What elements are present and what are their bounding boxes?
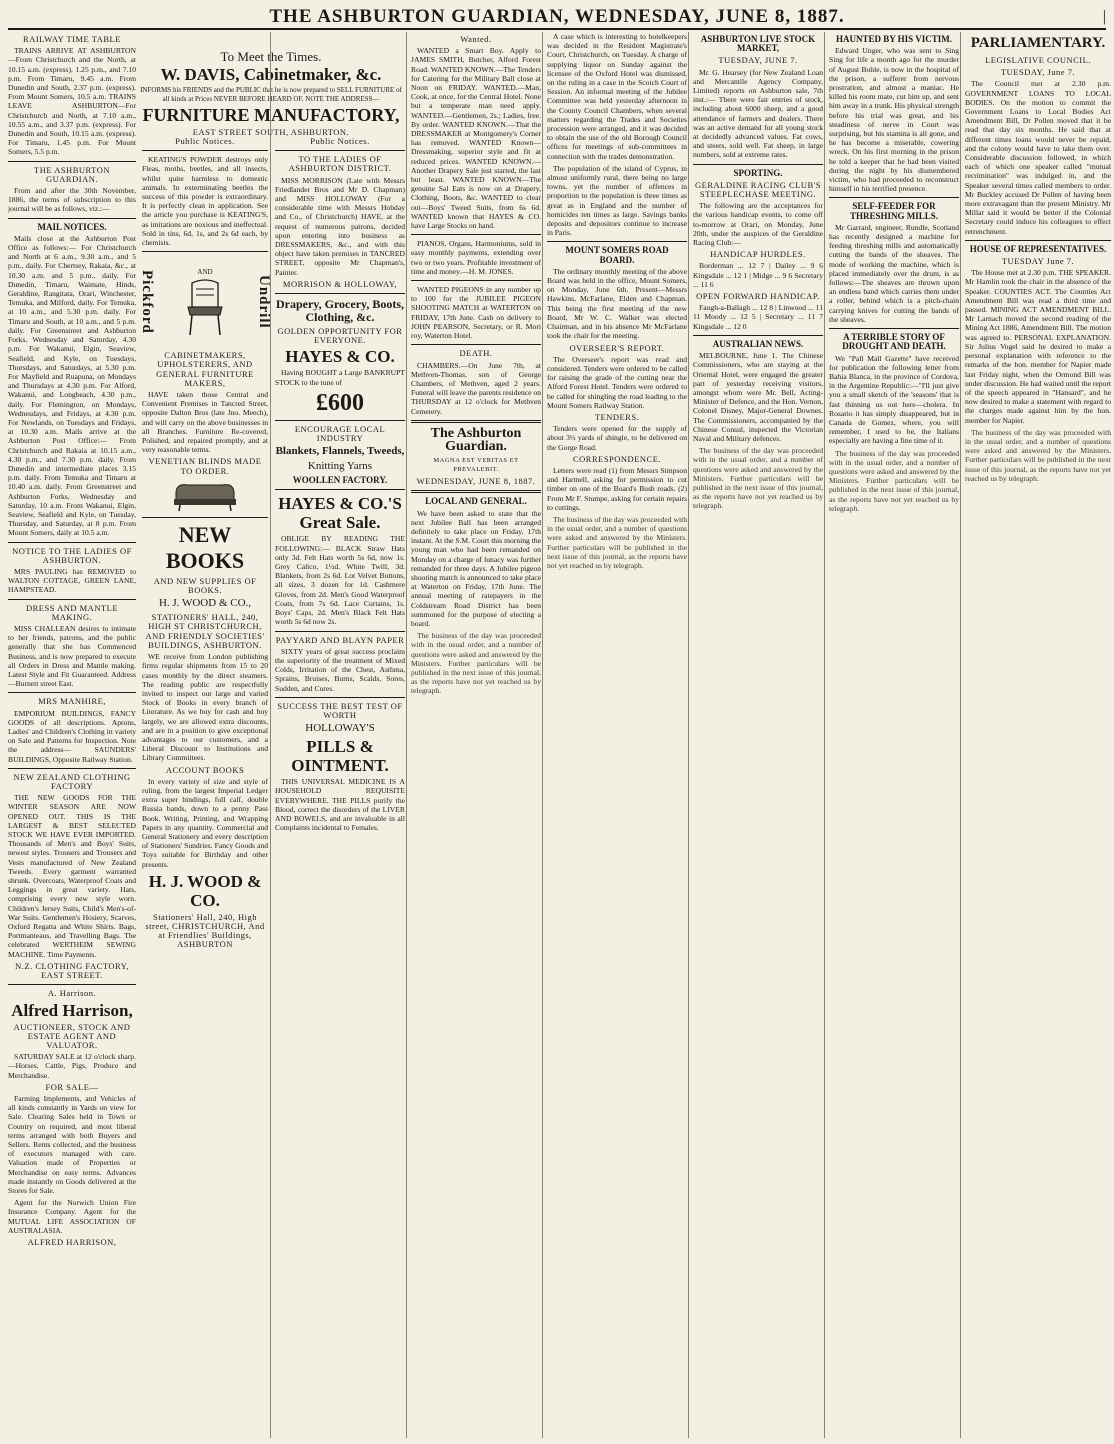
house-text: The House met at 2.30 p.m. THE SPEAKER. Mr Hamlin took the chair in the absence of the Speaker. COUNTIES ACT. The Counties Act Amendment Bill was read a third time and passed. MINING ACT AMENDMENT BILL. Mr Larnach moved the second reading of the Mining Act 1886, Amendment Bill. The motion was agreed to. PERSONAL EXPLANATION. Sir Julius Vogel said he desired to make a personal explanation with reference to the remarks of the hon. member for Napier made last Friday night, when the Ormond Bill was under discussion. He had waited until the report of the speech appeared in "Hansard", and he now desired to make a statement with regard to the charges made against him by the hon. member for Napier.: [965, 268, 1111, 425]
hjwood2-sub: Stationers' Hall, 240, High street, CHRISTCHURCH, And at Friendlies' Buildings, ASHBURTON: [145, 911, 265, 950]
col8-filler: The business of the day was proceeded with in the usual order, and a number of questions were asked and answered by the Ministers. Further particulars will be published in the next issue of this journal, as the reports have not yet reached us by telegraph.: [965, 427, 1111, 483]
morrison-text: MISS MORRISON (Late with Messrs Friedlander Bros and Mr D. Chapman) and MISS HOLLOWAY (For a considerable time with Messrs Hobday and Co., of Christchurch) HAVE, at the request of numerous patrons, decided upon entering into business as DRESSMAKERS, &c., and with this object have taken premises in TANCRED STREET, opposite Mr Chapman's, Painter.: [275, 175, 405, 277]
stock-market-text: Mr. G. Hearsey (for New Zealand Loan and Mercantile Agency Company, Limited) reports on Ashburton sale, 7th inst.:— There were fair entries of stock, including about 6000 sheep, and a good attendance of farmers and dealers. There was an active demand for all young stock at decidedly advanced values. Fat cows, and steers, sold well. Fat sheep, in large numbers, sold at extreme rates.: [693, 67, 823, 160]
drapery-heading: Drapery, Grocery, Boots, Clothing, &c.: [275, 297, 405, 325]
guardian-motto: MAGNA EST VERITAS ET PREVALEBIT.: [433, 456, 519, 473]
hjwood2-name: H. J. WOOD & CO.: [148, 871, 262, 910]
guardian-banner: The Ashburton Guardian.: [430, 425, 522, 454]
public-notices-heading: Public Notices.: [175, 136, 235, 146]
pills-heading: PILLS & OINTMENT.: [291, 737, 389, 776]
cabinet-text: HAVE taken those Central and Convenient Premises in Tancred Street, opposite Dalton Bros (late Jno. Meech), and will carry on the above businesses in all Branches. Furniture Re-covered, Polished, and repaired promptly, and at very reasonable terms.: [142, 390, 268, 455]
chair-illustration-icon: [180, 277, 230, 337]
hjwood-text: WE receive from London publishing firms regular shipments from 15 to 20 cases monthly by the direct steamers. The reading public are respectfully invited to inspect our large and varied Stock of Books in every branch of Literature. As we buy for cash and buy largely, we are allowed extra discounts, and are in a position to give exceptional advantages to our customers, and a Liberal Discount to Institutions and Library Committees.: [142, 652, 268, 763]
manhire-heading: MRS MANHIRE,: [38, 696, 106, 707]
legislative-council-heading: LEGISLATIVE COUNCIL.: [985, 55, 1091, 65]
column-4: [406, 32, 541, 1438]
nz-text: THE NEW GOODS FOR THE WINTER SEASON ARE NOW OPENED OUT. THIS IS THE LARGEST & BEST SELECTED STOCK WE HAVE EVER IMPORTED. Thousands of Men's and Boys' Suits, newest styles. Trousers and Trousers and Vests manufactured of New Zealand Tweeds. Every garment warranted shrunk. Overcoats, Waterproof Coats and Leggings in great variety. Hats, comprising every new style worn. Children's Jersey Suits, Child's Men's-of-War Suits. Gentlemen's Hosiery, Scarves, Oxford Regatta and White Shirts. Bags, Portmanteaus, and Travelling Bags. The celebrated WERTHEIM SEWING MACHINE. Time Payments.: [8, 793, 136, 959]
harrison-name: Alfred Harrison,: [11, 1000, 133, 1020]
cabinet-heading: CABINETMAKERS, UPHOLSTERERS, AND GENERAL FURNITURE MAKERS,: [156, 350, 254, 388]
col6-filler: The business of the day was proceeded with in the usual order, and a number of questions were asked and answered by the Ministers. Further particulars will be published in the next issue of this journal, as the reports have not yet reached us by telegraph.: [693, 446, 823, 511]
mount-somers-text: The ordinary monthly meeting of the above Board was held in the office, Mount Somers, on Monday, June 6th. Present—Messrs Hawkins, McFarlane, Elden and Chapman. This being the first meeting of the new Board, Mr W. C. Walker was elected Chairman, and in his absence Mr McFarlane took the chair for the meeting.: [547, 266, 687, 341]
overseer-heading: OVERSEER'S REPORT.: [569, 342, 665, 353]
mount-somers-heading: MOUNT SOMERS ROAD BOARD.: [565, 245, 669, 265]
stock-market-heading: ASHBURTON LIVE STOCK MARKET,: [700, 34, 816, 54]
council-text: The Council met at 2.30 p.m. GOVERNMENT LOANS TO LOCAL BODIES. On the motion to commit the Government Loans to Local Bodies Act Amendment Bill, Dr Pollen moved that it be read that day six months. He said that at different times loans would never be repaid, and the colony would have to take them over. Considerable discussion followed, in which each of which one speaker called "mutual recrimination" was indulged in, and the Speaker several times called members to order. Mr Buckley accused Dr Pollen of having been more extravagant than the present Ministry. Mr Millar said it would be better if the Colonial Secretary could induce his colleagues to effect retrenchment.: [965, 79, 1111, 236]
meet-the-times: To Meet the Times.: [220, 49, 322, 64]
terrible-story-text: We "Pall Mall Gazette" have received for publication the following letter from Bahia Blanca, in the province of Cordova, in the Argentine Republic:—"I'll just give you a small sketch of the 'seasons' that is fast thinning us out here—cholera. In Rosario it has simply disappeared, but in Canada de Gomez, where, you will remember, I used to be, the Italians especially are having a fine time of it.: [829, 353, 959, 446]
agent-text: Agent for the Norwich Union Fire Insurance Company. Agent for the MUTUAL LIFE ASSOCIATION OF AUSTRALASIA.: [8, 1198, 136, 1235]
house-heading: HOUSE OF REPRESENTATIVES.: [969, 243, 1107, 254]
agent-name: ALFRED HARRISON,: [27, 1236, 117, 1247]
selffeeder-heading: SELF-FEEDER FOR THRESHING MILLS.: [849, 201, 939, 221]
flat-rows: Faugh-a-Ballagh ... 12 8 | Linwood ... 11 11 Moody ... 12 5 | Secretary ... 11 7 Kingsdale ... 12 0: [693, 303, 823, 331]
col5-text-2: The population of the island of Cyprus, in almost uniformly rural, there being no large towns, yet the number of offences in proportion to the population is three times as great as in England and the number of homicides ten times as large. Savings banks deposits and depositors continue to increase in Paris.: [547, 163, 687, 238]
geraldine-heading: GERALDINE RACING CLUB'S STEEPLECHASE MEETING.: [695, 179, 821, 200]
death-heading: DEATH.: [459, 348, 493, 359]
harrison-text: SATURDAY SALE at 12 o'clock sharp. —Horses, Cattle, Pigs, Produce and Merchandise.: [8, 1052, 136, 1080]
guardian-date: WEDNESDAY, JUNE 8, 1887.: [416, 476, 536, 487]
death-text: CHAMBERS.—On June 7th, at Methven-Thomas, son of George Chambers, of Methven, aged 2 years. Funeral will leave the parents residence on THURSDAY at 12 o'clock for Methven Cemetery.: [411, 360, 541, 416]
furniture-manufactory: FURNITURE MANUFACTORY,: [142, 105, 400, 126]
ladies-heading: TO THE LADIES OF ASHBURTON DISTRICT.: [288, 154, 392, 174]
encourage-heading: ENCOURAGE LOCAL INDUSTRY: [294, 423, 386, 444]
terrible-story-heading: A TERRIBLE STORY OF DROUGHT AND DEATH.: [842, 332, 946, 352]
overseer-text: The Overseer's report was read and considered. Tenders were ordered to be called for raising the grade of the cutting near the Alford Forest Hotel. Tenders were ordered to be called for shingling the road leading to the Mount Somers Railway Station.: [547, 354, 687, 410]
column-3: [270, 32, 405, 1438]
masthead: [8, 6, 1106, 30]
payyard-heading: PAYYARD AND BLAYN PAPER: [275, 634, 405, 645]
harrison-tag: A. Harrison.: [47, 988, 97, 999]
hayes-name: HAYES & CO.: [285, 347, 395, 367]
sporting-heading: SPORTING.: [733, 167, 783, 178]
woollen-factory: WOOLLEN FACTORY.: [292, 475, 388, 486]
pills-text: THIS UNIVERSAL MEDICINE IS A HOUSEHOLD REQUISITE EVERYWHERE. THE PILLS purify the Blood, correct the disorders of the LIVER AND BOWELS, and are invaluable in all Complaints incidental to Females.: [275, 777, 405, 833]
column-5: [542, 32, 687, 1438]
blankets-heading: Blankets, Flannels, Tweeds,: [275, 445, 405, 458]
wanted-heading: Wanted.: [460, 34, 492, 44]
timetable-heading: RAILWAY TIME TABLE: [23, 34, 121, 44]
mail-text: Mails close at the Ashburton Post Office as follows:— For Christchurch and North at 6 a.m., 9.30 a.m., and 5 p.m., daily. For Chertsey, Rakaia, &c., at 10.30 a.m. and 5 p.m., daily. For Dunedin, Timaru, Waimate, Hinds, Geraldine, Rangitata, Orari, Winchester, Temuka, and Milford, daily. For Temuka, at 10 a.m., and 5.30 p.m. daily. For Timaru and South, at 10 a.m., and 5 p.m. daily. For Greenstreet and Ashburton Forks, Wednesday and Saturday, 4.30 p.m. For Wakanui, Elgin, Seaview, Seafield, and Kyle, on Tuesdays, Thursdays, and Saturdays, at 5.30 p.m. For Mayfield and Ruapuna, on Mondays and Thursdays at 4.30 p.m. For Alford, Wakanui, and Longbeach, 4.30 p.m., daily. For Flemington, on Mondays, Wednesdays, and Fridays, at 4.30 p.m. For Newlands, on Tuesdays and Fridays, at 10.30 a.m. Mails arrive at the Ashburton Post Office:— From Christchurch and Rakaia at 10.15 a.m., 4.30 p.m., and 7.30 p.m. daily. From Dunedin and intermediate places 3.15 p.m. daily. From Temuka and Timaru at 10.40 a.m. daily. From Greenstreet and Ashburton Forks, Wednesday and Saturday, 10 a.m. From Wakanui, Elgin, Seaview, Seafield and Kyle, on Tuesday, Thursday, and Saturday, at 8 p.m. From Mount Somers, daily at 10.5 a.m.: [8, 233, 136, 538]
correspondence-text: Letters were read (1) from Messrs Simpson and Hartnell, asking for permission to cut timber on one of the Board's Bush roads. (2) From Mr F. Stumpe, asking for certain repairs to cuttings.: [547, 465, 687, 512]
col5-filler: The business of the day was proceeded with in the usual order, and a number of questions were asked and answered by the Ministers. Further particulars will be published in the next issue of this journal, as the reports have not yet reached us by telegraph.: [547, 514, 687, 570]
tenders-heading: TENDERS.: [594, 411, 640, 422]
harrison-sub: AUCTIONEER, STOCK AND ESTATE AGENT AND VALUATOR.: [13, 1021, 131, 1050]
undrill-name: Undrill: [256, 275, 272, 330]
knitting-heading: Knitting Yarns: [307, 460, 373, 473]
holloway-heading: HOLLOWAY'S: [305, 722, 375, 735]
jubilee-text: WANTED PIGEONS in any number up to 100 for the JUBILEE PIGEON SHOOTING MATCH at WATERTON on FRIDAY, 17th June. Cash on delivery to JOHN PEARSON, Secretary, or R. Mori roy, Waterton Hotel.: [411, 285, 541, 341]
correspondence-heading: CORRESPONDENCE.: [572, 453, 662, 464]
hayes-text: Having BOUGHT a Large BANKRUPT STOCK to the tune of: [275, 368, 405, 387]
notice-text: MRS PAULING has REMOVED to WALTON COTTAGE, GREEN LANE, HAMPSTEAD.: [8, 566, 136, 595]
column-1: [8, 32, 136, 1438]
blinds-text: VENETIAN BLINDS MADE TO ORDER.: [148, 456, 262, 476]
column-7: [824, 32, 959, 1438]
dress-text: MISS CHALLEAN desires to intimate to her friends, patrons, and the public generally that she has Commenced Business, and is now prepared to execute all Orders in Dress and Mantle making. Latest Style and Fit Guaranteed. Address—Burnett street East.: [8, 623, 136, 689]
pickford-name: Pickford: [139, 270, 156, 335]
morrison-firm: MORRISON & HOLLOWAY,: [282, 278, 398, 289]
stock-market-date: TUESDAY, JUNE 7.: [718, 55, 798, 66]
notice-heading: NOTICE TO THE LADIES OF ASHBURTON.: [12, 545, 132, 565]
col7-filler: The business of the day was proceeded with in the usual order, and a number of questions were asked and answered by the Ministers. Further particulars will be published in the next issue of this journal, as the reports have not yet reached us by telegraph.: [829, 448, 959, 513]
success-heading: SUCCESS THE BEST TEST OF WORTH: [277, 700, 403, 720]
column-8: [960, 32, 1111, 1438]
forsale-text: Farming Implements, and Vehicles of all kinds constantly in Yards on view for Sale. Clearing Sales held in Town or Country on required, and most liberal terms arranged with both Buyers and Sellers. Rents collected, and the business of executors managed with care. Valuation made of Properties or Merchandise on easy terms. Advances made instantly on Goods delivered at the Stores for Sale.: [8, 1093, 136, 1195]
forsale-heading: FOR SALE—: [45, 1081, 99, 1092]
house-date: TUESDAY June 7.: [1001, 256, 1075, 267]
nz-footer: N.Z. CLOTHING FACTORY, EAST STREET.: [15, 960, 129, 981]
nz-heading: NEW ZEALAND CLOTHING FACTORY: [13, 771, 131, 792]
council-date: TUESDAY, June 7.: [1000, 67, 1076, 78]
davis-sub: INFORMS his FRIENDS and the PUBLIC that he is now prepared to SELL FURNITURE of all kinds at Prices NEVER BEFORE HEARD OF. NOTE THE ADDRESS—: [140, 86, 402, 104]
golden-opportunity: GOLDEN OPPORTUNITY FOR EVERYONE.: [277, 326, 403, 346]
pianos-text: PIANOS, Organs, Harmoniums, sold in easy monthly payments, extending over two or two years. Profitable investment of time and money.—H. M. JONES.: [411, 239, 541, 276]
hurdles-heading: HANDICAP HURDLES.: [710, 249, 806, 260]
selffeeder-text: Mr Garrard, engineer, Rundle, Scotland has recently designed a machine for feeding threshing mills and automatically cutting the bands of the sheaves. The mode of working the machine, which is placed immediately over the drum, is as follows:—The sheaves are thrown upon an endless band which carries them under a roller, behind which is a pitch-chain carrying knives for cutting the bands of the sheaves.: [829, 222, 959, 324]
hayes-sale-heading: HAYES & CO.'S Great Sale.: [278, 494, 402, 533]
sofa-illustration-icon: [170, 479, 240, 513]
mail-heading: MAIL NOTICES.: [37, 221, 107, 232]
factory-address: EAST STREET SOUTH, ASHBURTON.: [192, 127, 350, 138]
local-general-text: We have been asked to state that the next Jubilee Ball has been arranged definitely to take place on Friday, 17th instant. At the S.M. Court this morning the young man who had been remanded on Monday on a charge of lunacy was further remanded for three days. A Jubilee pigeon shooting match is announced to take place at Waterton on Friday, 17th June. The annual meeting of ratepayers in the Coldstream Road District has been summoned for the purpose of electing a board.: [411, 508, 541, 628]
hayes-amount: £600: [316, 389, 364, 416]
and-text: AND: [197, 267, 213, 276]
manhire-text: EMPORIUM BUILDINGS, FANCY GOODS of all descriptions. Aprons, Ladies' and Children's Clothing in variety on Sale and Patterns for Inspection. Note the address— SAUNDERS' BUILDINGS, Opposite Railway Station.: [8, 708, 136, 764]
haunted-text: Edward Unger, who was sent to Sing Sing for life a month ago for the murder of August Bohle, is now in the hospital of the prison, a sufferer from nervous prostration, and almost a maniac. He killed his room mate, cut him up, and sent him away in a trunk. His physical strength before his trial was great, and his steadiness of nerve in Court was surprising, but his stamina is all gone, and he has become a miserable, cowering wreck. On his first morning in the prison he told a keeper that he had been visited during the night by his dismembered victim, who had proceeded to reconstruct himself in his terrified presence.: [829, 46, 959, 194]
timetable-text: TRAINS ARRIVE AT ASHBURTON—From Christchurch and the North, at 10.15 a.m. (express), 1.25 p.m., and 7.10 p.m. From Timaru, 9.45 a.m. From Dunedin and South, 2.37 p.m. (express). From Mount Somers, 10.5 a.m. TRAINS LEAVE ASHBURTON—For Christchurch and North, at 7.10 a.m., 10.55 a.m., and 3.37 p.m. (express). For Dunedin and South, 10.15 a.m. (express). For Timaru, 1.45 p.m. For Mount Somers, 5.5 p.m.: [8, 46, 136, 157]
pickford-undrill-ad: [139, 256, 272, 348]
account-books-text: In every variety of size and style of ruling, from the largest Imperial Ledger extra super bindings, full calf, double Russia bands, down to a penny Pass Book. Writing, Printing, and Wrapping Papers in any quantity. Commercial and General Stationery and every description of Stationers' Sundries. Fancy Goods and Toys suitable for Birthday and other presents.: [142, 776, 268, 869]
local-general-heading: LOCAL AND GENERAL.: [425, 496, 527, 507]
geraldine-text: The following are the acceptances for the various handicap events, to come off to-morrow at Orari, on Monday, June 20th, under the auspices of the Geraldine Racing Club:—: [693, 201, 823, 248]
local-filler: The business of the day was proceeded with in the usual order, and a number of questions were asked and answered by the Ministers. Further particulars will be published in the next issue of this journal, as the reports have not yet reached us by telegraph.: [411, 631, 541, 696]
wanted-text: WANTED a Smart Boy. Apply to JAMES SMITH, Butcher, Alford Forest Road. WANTED KNOWN.—The Tenders for Catering for the Military Ball close at Noon on FRIDAY. WANTED.—Man, Cook, at once, for the Central Hotel. None but a temperate man need apply. WANTED.—Gentlemen, 2s.; Ladies, free. By order. WANTED KNOWN.—That the DRESSMAKER at Montgomery's Corner has removed. WANTED Known—Dressmaking, superior style and fit at reduced prices. WANTED KNOWN.—Another Drapery Sale just started, the last but least. WANTED KNOWN—The genuine Sal Eats is now on at Drapery, Clothing, Boots, &c. WANTED to clear out—Boys' Tweed Suits, from 6s 6d. WANTED known that HAYES & CO. have Large Stocks on hand.: [411, 46, 541, 231]
flat-heading: OPEN FORWARD HANDICAP.: [696, 291, 820, 302]
australian-news-text: MELBOURNE, June 1. The Chinese Commissioners, who are staying at the Oriental Hotel, were engaged the greater part of yesterday receiving visitors, amongst whom were Mr. Bell, Acting-Minister of Defence, and the Hon. Vernon, Colonel Disney, Major-General Downes. The Commissioners, accompanied by the Chinese Consul, inspected the Victorian Naval and Military defences.: [693, 351, 823, 443]
parliamentary-heading: PARLIAMENTARY.: [970, 35, 1106, 51]
guardian-text: From and after the 30th November, 1886, the terms of subscription to this journal will be as follows, viz.:—: [8, 186, 136, 214]
payyard-text: SIXTY years of great success proclaim the superiority of the treatment of Mixed Colds, Irritation of the Chest, Asthma, Sprains, Bruises, Burns, Scalds, Sores, Sudden, and Cures.: [275, 646, 405, 693]
new-books-sub: AND NEW SUPPLIES OF BOOKS.: [153, 575, 257, 596]
hurdles-rows: Borderman ... 12 7 | Dailey ... 9 6 Kingsdale ... 12 1 | Midge ... 9 6 Secretary ... 11 6: [693, 261, 823, 289]
account-books-heading: ACCOUNT BOOKS: [165, 764, 245, 775]
haunted-heading: HAUNTED BY HIS VICTIM.: [835, 34, 953, 44]
guardian-heading: THE ASHBURTON GUARDIAN.: [34, 164, 110, 184]
hjwood-sub: STATIONERS' HALL, 240, HIGH ST CHRISTCHURCH, AND FRIENDLY SOCIETIES' BUILDINGS, ASHBURTON.: [145, 612, 265, 650]
tenders-text: Tenders were opened for the supply of about 3½ yards of shingle, to be delivered on the Gorge Road.: [547, 424, 687, 452]
australian-news-heading: AUSTRALIAN NEWS.: [712, 338, 804, 349]
column-6: [688, 32, 823, 1438]
new-books-heading: NEW BOOKS: [165, 521, 245, 573]
col5-text-1: A case which is interesting to hotelkeepers was decided in the Resident Magistrate's Court, Christchurch, on Tuesday. A charge of supplying liquor on Sunday against the licensee of the Oxford Hotel was dismissed, on the ruling in a case in the Scotch Court of Session. An informal meeting of the Jubilee Committee was held yesterday afternoon in the County Council Chambers, when several matters regarding the Trades and Societies procession were arranged, and it was decided to obtain the use of the old Borough Council offices for meetings of sub-committees in connection with the trades demonstration.: [547, 32, 687, 161]
column-rule-mark: |: [1102, 8, 1106, 25]
hayes-sale-text: OBLIGE BY READING THE FOLLOWING:— BLACK Straw Hats only 3d. Felt Hats worth 5s 6d, now 1s. Grey Calico, 1½d. White Twill, 3d. Blankets, from 2s 6d. Lot Velvet Buttons, all sizes, 3 dozen for 1d. Cashmere Gloves, from 2d. Men's Good Waterproof Coats, from 7s 6d. Lace Curtains, 1s. Boys' Caps, 2d. Men's Black Felt Hats worth 5s 6d now 2s.: [275, 534, 405, 627]
dress-heading: DRESS AND MANTLE MAKING.: [25, 602, 119, 622]
hjwood-name: H. J. WOOD & CO.,: [158, 597, 252, 610]
public-notices-heading-2: Public Notices.: [310, 136, 370, 146]
keating-text: KEATING'S POWDER destroys only Fleas, moths, beetles, and all insects, whilst quite harmless to domestic animals. In exterminating beetles the success of this powder is extraordinary. It is perfectly clean in application. See the article you purchase is KEATING'S, as imitations are noxious and ineffectual. Sold in tins, 6d, 1s, and 2s 6d each, by chemists.: [142, 155, 268, 248]
newspaper-title: THE ASHBURTON GUARDIAN, WEDNESDAY, JUNE 8, 1887.: [269, 6, 845, 27]
davis-name: W. DAVIS, Cabinetmaker, &c.: [160, 65, 382, 84]
